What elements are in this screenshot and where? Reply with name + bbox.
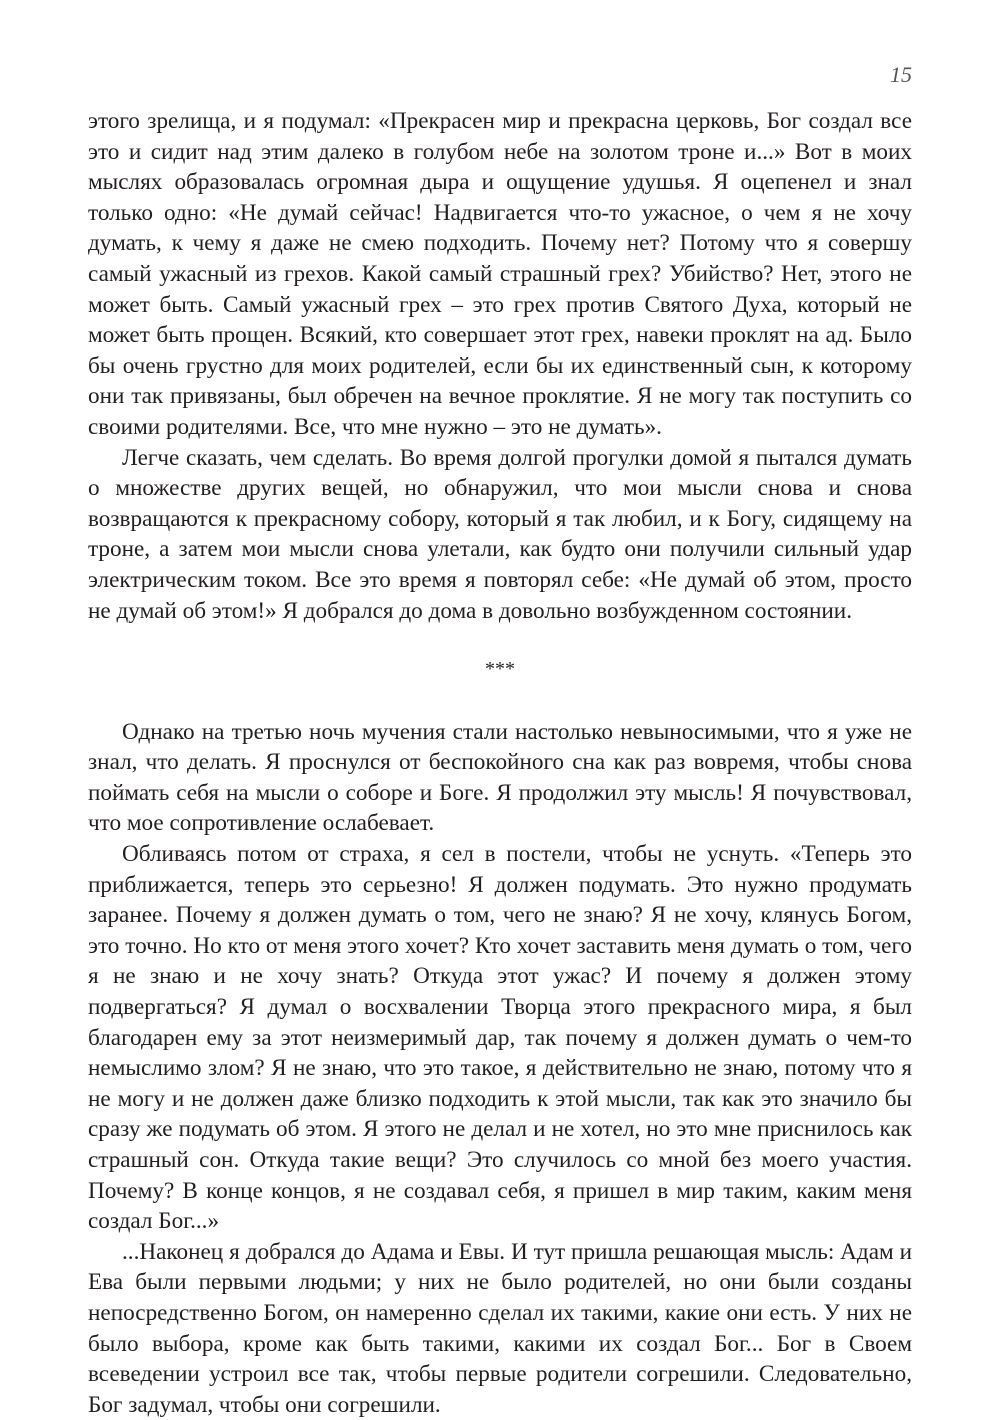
paragraph: ...Наконец я добрался до Адама и Евы. И тут пришла решающая мысль: Адам и Ева были первыми людьми; у них не было родителей, но они были созданы непосредственно Богом, он намеренно сделал их такими, какие они есть. У них не было выбора, кроме как быть такими, какими их создал Бог... Бог в Своем всеведении устроил все так, чтобы первые родители согрешили. Следовательно, Бог задумал, чтобы они согрешили. bbox=[88, 1238, 912, 1418]
paragraph: Легче сказать, чем сделать. Во время долгой прогулки домой я пытался думать о множестве других вещей, но обнаружил, что мои мысли снова и снова возвращаются к прекрасному собору, который я так любил, и к Богу, сидящему на троне, а затем мои мысли снова улетали, как будто они получили сильный удар электрическим током. Все это время я повторял себе: «Не думай об этом, просто не думай об этом!» Я добрался до дома в довольно возбужденном состоянии. bbox=[88, 444, 912, 624]
paragraph: Обливаясь потом от страха, я сел в постели, чтобы не уснуть. «Теперь это приближается, теперь это серьезно! Я должен подумать. Это нужно продумать заранее. Почему я должен думать о том, чего не знаю? Я не хочу, клянусь Богом, это точно. Но кто от меня этого хочет? Кто хочет заставить меня думать о том, чего я не знаю и не хочу знать? Откуда этот ужас? И почему я должен этому подвергаться? Я думал о восхвалении Творца этого прекрасного мира, я был благодарен ему за этот неизмеримый дар, так почему я должен думать о чем-то немыслимо злом? Я не знаю, что это такое, я действительно не знаю, потому что я не могу и не должен даже близко подходить к этой мысли, так как это значило бы сразу же подумать об этом. Я этого не делал и не хотел, но это мне приснилось как страшный сон. Откуда такие вещи? Это случилось со мной без моего участия. Почему? В конце концов, я не создавал себя, я пришел в мир таким, каким меня создал Бог...» bbox=[88, 841, 912, 1235]
section-break: *** bbox=[485, 658, 515, 681]
page-number: 15 bbox=[890, 62, 912, 87]
paragraph: Однако на третью ночь мучения стали настолько невыносимыми, что я уже не знал, что делать. Я проснулся от беспокойного сна как раз вовремя, чтобы снова поймать себя на мысли о соборе и Боге. Я продолжил эту мысль! Я почувствовал, что мое сопротивление ослабевает. bbox=[88, 718, 912, 837]
body-text bbox=[88, 106, 912, 1420]
paragraph: этого зрелища, и я подумал: «Прекрасен мир и прекрасна церковь, Бог создал все это и сидит над этим далеко в голубом небе на золотом троне и...» Вот в моих мыслях образовалась огромная дыра и ощущение удушья. Я оцепенел и знал только одно: «Не думай сейчас! Надвигается что-то ужасное, о чем я не хочу думать, к чему я даже не смею подходить. Почему нет? Потому что я совершу самый ужасный из грехов. Какой самый страшный грех? Убийство? Нет, этого не может быть. Самый ужасный грех – это грех против Святого Духа, который не может быть прощен. Всякий, кто совершает этот грех, навеки проклят на ад. Было бы очень грустно для моих родителей, если бы их единственный сын, к которому они так привязаны, был обречен на вечное проклятие. Я не могу так поступить со своими родителями. Все, что мне нужно – это не думать». bbox=[88, 108, 912, 440]
